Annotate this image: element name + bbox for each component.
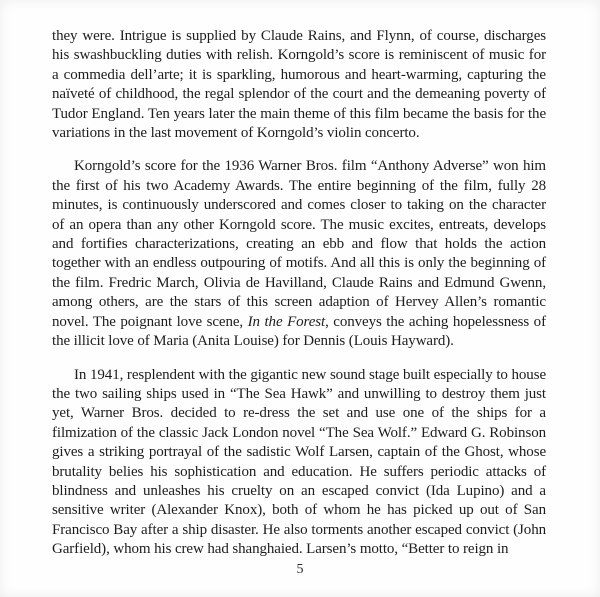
page-number: 5 <box>296 562 304 577</box>
scene-title-italic: In the Forest <box>247 313 326 330</box>
paragraph-2 <box>52 157 546 351</box>
paragraph-2-text: Korngold’s score for the 1936 Warner Bros. film “Anthony Adverse” won him the first of his two Academy Awards. The entire beginning of the film, fully 28 minutes, is continuously underscored and comes closer to taking on the character of an opera than any other Korngold score. The music excites, entreats, develops and fortifies characterizations, creating an ebb and flow that holds the action together with an endless outpouring of motifs. And all this is only the beginning of the film. Fredric March, Olivia de Havilland, Claude Rains and Edmund Gwenn, among others, are the stars of this screen adaption of Hervey Allen’s romantic novel. The poignant love scene, <box>52 158 546 330</box>
text-block <box>52 27 546 574</box>
paragraph-3: In 1941, resplendent with the gigantic new sound stage built especially to house the two sailing ships used in “The Sea Hawk” and unwilling to destroy them just yet, Warner Bros. decided to re-dress the set and use one of the ships for a filmization of the classic Jack London novel “The Sea Wolf.” Edward G. Robinson gives a striking portrayal of the sadistic Wolf Larsen, captain of the Ghost, whose brutality belies his sophistication and education. He suffers periodic attacks of blindness and unleashes his cruelty on an escaped convict (Ida Lupino) and a sensitive writer (Alexander Knox), both of whom he has picked up out of San Francisco Bay after a ship disaster. He also torments another escaped convict (John Garfield), whom his crew had shanghaied. Larsen’s motto, “Better to reign in <box>52 366 546 558</box>
paragraph-1: they were. Intrigue is supplied by Claude Rains, and Flynn, of course, discharges his swashbuckling duties with relish. Korngold’s score is reminiscent of music for a commedia dell’arte; it is sparkling, humorous and heart-warming, capturing the naïveté of childhood, the regal splendor of the court and the demeaning poverty of Tudor England. Ten years later the main theme of this film became the basis for the variations in the last movement of Korngold’s violin concerto. <box>52 28 546 142</box>
paragraph-2-text-after: , conveys the aching hopelessness of the illicit love of Maria (Anita Louise) for Dennis (Louis Hayward). <box>52 313 546 350</box>
